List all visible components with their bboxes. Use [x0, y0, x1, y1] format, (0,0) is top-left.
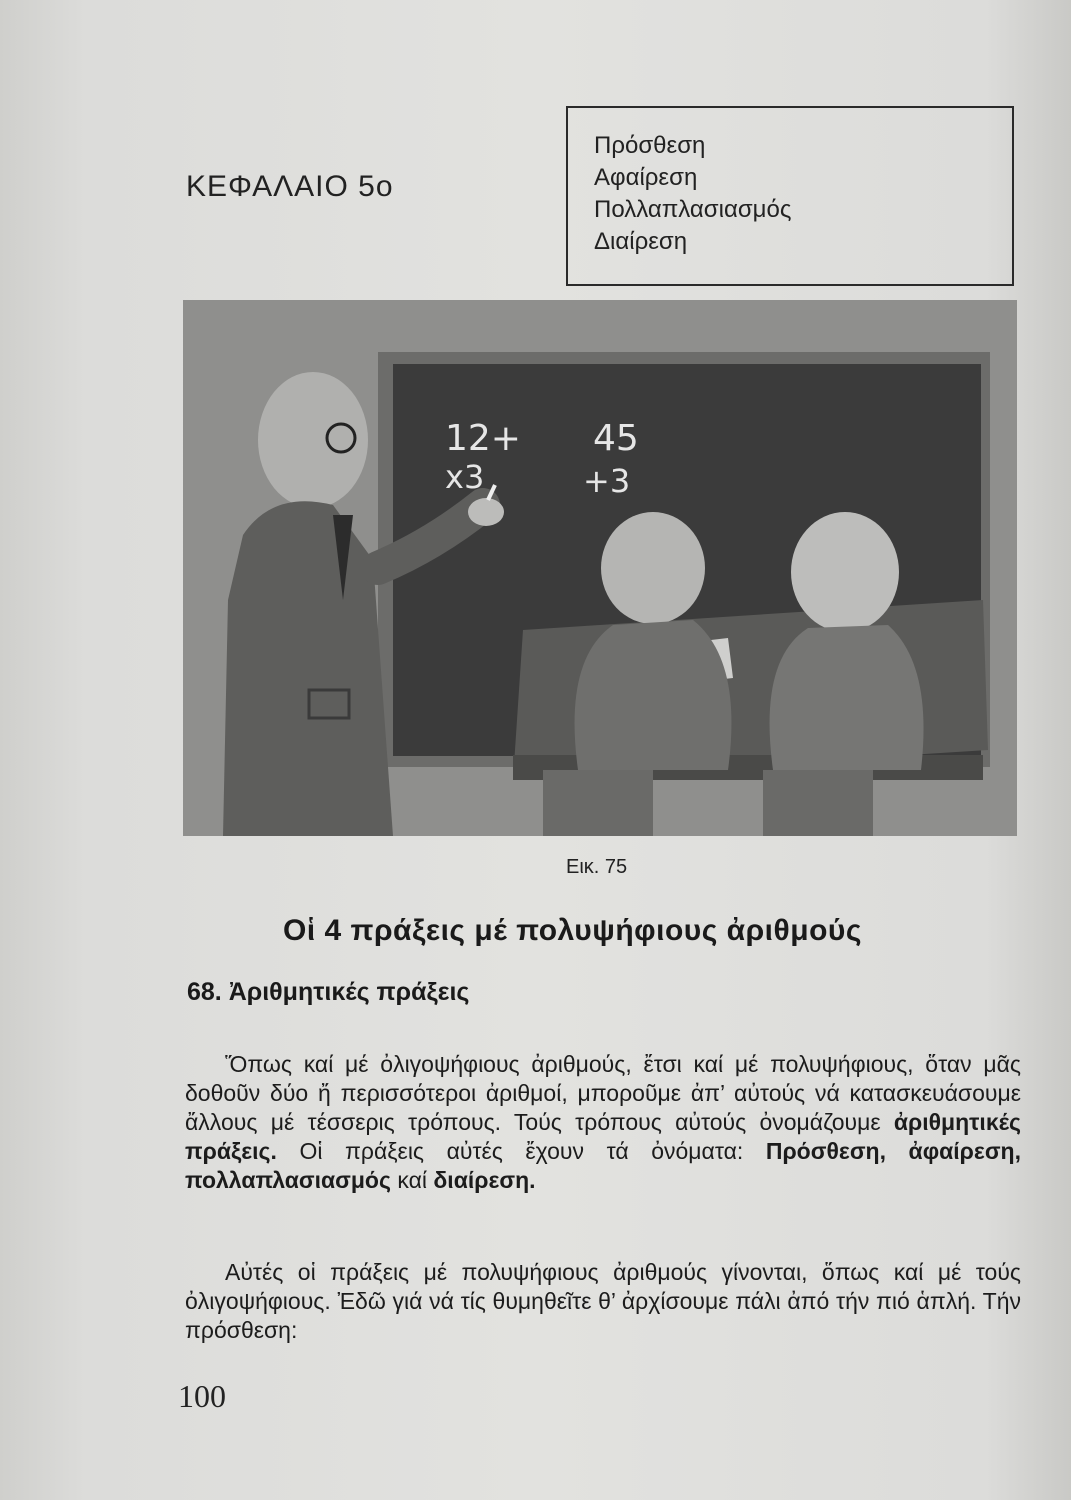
- paragraph-two: Αὐτές οἱ πράξεις μέ πολυψήφιους ἀριθμούς γίνονται, ὅπως καί μέ τούς ὀλιγοψήφιους. Ἐδῶ γιά νά τίς θυμηθεῖτε θ’ ἀρχίσουμε πάλι ἀπό τήν πιό ἁπλή. Τήν πρόσθεση:: [185, 1259, 1021, 1343]
- child-two-head: [791, 512, 899, 632]
- paragraph-one-text-c: καί: [390, 1167, 434, 1193]
- paragraph-one-text-b: Οἱ πράξεις αὐτές ἔχουν τά ὀνόματα:: [276, 1138, 766, 1164]
- chapter-title: ΚΕΦΑΛΑΙΟ 5ο: [186, 170, 394, 203]
- chalk-sum-right-bottom: +3: [583, 462, 631, 500]
- main-heading: Οἱ 4 πράξεις μέ πολυψήφιους ἀριθμούς: [283, 914, 862, 947]
- paragraph-one-bold-a: ἀριθμητικές πράξεις.: [185, 1109, 1021, 1164]
- operations-box: [566, 106, 1014, 286]
- chalk-sum-left-top: 12+: [445, 418, 521, 459]
- classroom-illustration: [183, 300, 1017, 836]
- page-number: 100: [178, 1378, 226, 1414]
- teacher-head: [258, 372, 368, 508]
- chalk-sum-left-bottom: x3: [445, 458, 485, 496]
- operation-multiplication: Πολλαπλασιασμός: [594, 196, 792, 223]
- operation-subtraction: Αφαίρεση: [594, 164, 698, 191]
- paragraph-one-bold-b: Πρόσθεση, ἀφαίρεση, πολλαπλασιασμός: [185, 1138, 1021, 1193]
- child-two-body: [770, 625, 924, 770]
- operation-division: Διαίρεση: [594, 228, 688, 255]
- chalk-sum-right-top: 45: [593, 418, 639, 459]
- child-one-body: [575, 620, 732, 770]
- section-heading: 68. Ἀριθμητικές πράξεις: [187, 978, 470, 1006]
- paragraph-one-bold-c: διαίρεση.: [433, 1167, 536, 1193]
- figure-caption: Εικ. 75: [566, 856, 628, 878]
- operation-addition: Πρόσθεση: [594, 132, 706, 159]
- paragraph-one-text-a: Ὅπως καί μέ ὀλιγοψήφιους ἀριθμούς, ἔτσι καί μέ πολυψήφιους, ὅταν μᾶς δοθοῦν δύο ἤ περισσότεροι ἀριθμοί, μποροῦμε ἀπ’ αὐτούς νά κατασκευάσουμε ἄλλους μέ τέσσερις τρόπους. Τούς τρόπους αὐτούς ὀνομάζουμε: [185, 1051, 1021, 1135]
- child-one-head: [601, 512, 705, 624]
- paragraph-one: [185, 1050, 1021, 1195]
- classroom-drawing: [183, 300, 1017, 836]
